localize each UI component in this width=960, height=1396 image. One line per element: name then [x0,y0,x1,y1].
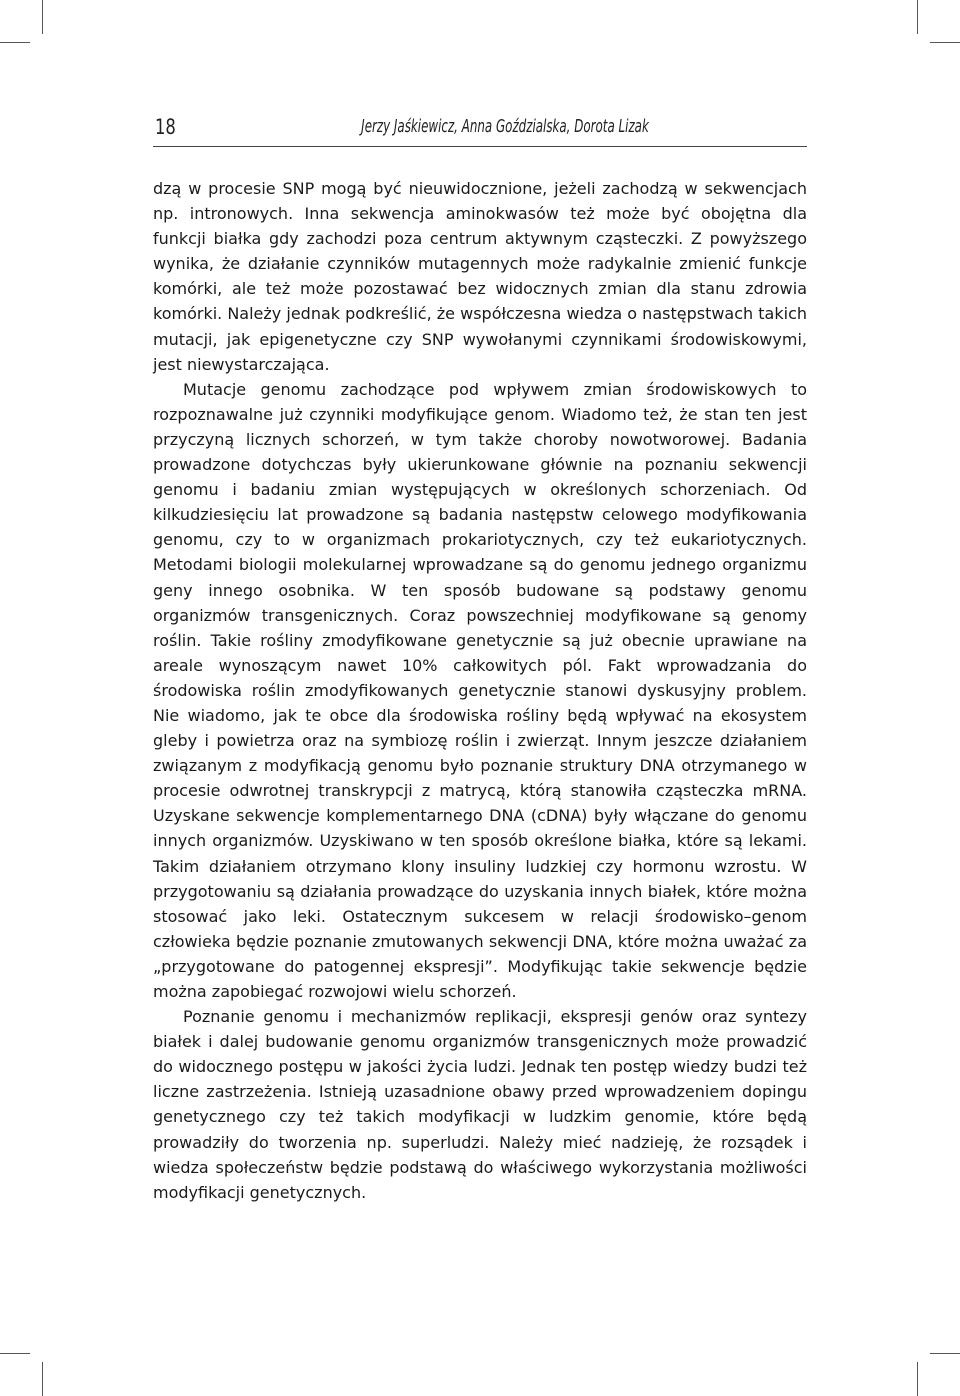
crop-mark-top-right [917,0,918,34]
crop-mark-bottom-left-h [0,1353,30,1354]
crop-mark-top-right-h [930,42,960,43]
page-header [153,112,807,147]
paragraph-2: Mutacje genomu zachodzące pod wpływem zmian środowiskowych to rozpoznawalne już czynniki modyfikujące genom. Wiadomo też, że stan ten jest przyczyną licznych schorzeń, w tym także choroby nowotworowej. Badania prowadzone dotychczas były ukierunkowane głównie na poznaniu sekwencji genomu i badaniu zmian występujących w określonych schorzeniach. Od kilkudziesięciu lat prowadzone są badania następstw celowego modyfikowania genomu, czy to w organizmach prokariotycznych, czy też eukariotycznych. Metodami biologii molekularnej wprowadzane są do genomu jednego organizmu geny innego osobnika. W ten sposób budowane są podstawy genomu organizmów transgenicznych. Coraz powszechniej modyfikowane są genomy roślin. Takie rośliny zmodyfikowane genetycznie są już obecnie uprawiane na areale wynoszącym nawet 10% całkowitych pól. Fakt wprowadzania do środowiska roślin zmodyfikowanych genetycznie stanowi dyskusyjny problem. Nie wiadomo, jak te obce dla środowiska rośliny będą wpływać na ekosystem gleby i powietrza oraz na symbiozę roślin i zwierząt. Innym jeszcze działaniem związanym z modyfikacją genomu było poznanie struktury DNA otrzymanego w procesie odwrotnej transkrypcji z matrycą, którą stanowiła cząsteczka mRNA. Uzyskane sekwencje komplementarnego DNA (cDNA) były włączane do genomu innych organizmów. Uzyskiwano w ten sposób określone białka, które są lekami. Takim działaniem otrzymano klony insuliny ludzkiej czy hormonu wzrostu. W przygotowaniu są działania prowadzące do uzyskania innych białek, które można stosować jako leki. Ostatecznym sukcesem w relacji środowisko–genom człowieka będzie poznanie zmutowanych sekwencji DNA, które można uważać za „przygotowane do patogennej ekspresji”. Modyfikując takie sekwencje będzie można zapobiegać rozwojowi wielu schorzeń. [153,379,807,1001]
crop-mark-bottom-right [917,1362,918,1396]
crop-mark-top-left [42,0,43,34]
paragraph-1: dzą w procesie SNP mogą być nieuwidocznione, jeżeli zachodzą w sekwencjach np. intronowych. Inna sekwencja aminokwasów też może być obojętna dla funkcji białka gdy zachodzi poza centrum aktywnym cząsteczki. Z powyższego wynika, że działanie czynników mutagennych może radykalnie zmienić funkcje komórki, ale też może pozostawać bez widocznych zmian dla stanu zdrowia komórki. Należy jednak podkreślić, że współczesna wiedza o następstwach takich mutacji, jak epigenetyczne czy SNP wywołanymi czynnikami środowiskowymi, jest niewystarczająca. [153,179,807,374]
crop-mark-bottom-right-h [930,1353,960,1354]
running-head-authors: Jerzy Jaśkiewicz, Anna Goździalska, Dorota Lizak [361,116,649,137]
paragraph-3: Poznanie genomu i mechanizmów replikacji, ekspresji genów oraz syntezy białek i dalej budowanie genomu organizmów transgenicznych może prowadzić do widocznego postępu w jakości życia ludzi. Jednak ten postęp wiedzy budzi też liczne zastrzeżenia. Istnieją uzasadnione obawy przed wprowadzeniem dopingu genetycznego czy też takich modyfikacji w ludzkim genomie, które będą prowadziły do tworzenia np. superludzi. Należy mieć nadzieję, że rozsądek i wiedza społeczeństw będzie podstawą do właściwego wykorzystania możliwości modyfikacji genetycznych. [153,1007,807,1202]
crop-mark-top-left-h [0,42,30,43]
body-text [153,176,807,1205]
crop-mark-bottom-left [42,1362,43,1396]
page-number: 18 [155,115,176,139]
